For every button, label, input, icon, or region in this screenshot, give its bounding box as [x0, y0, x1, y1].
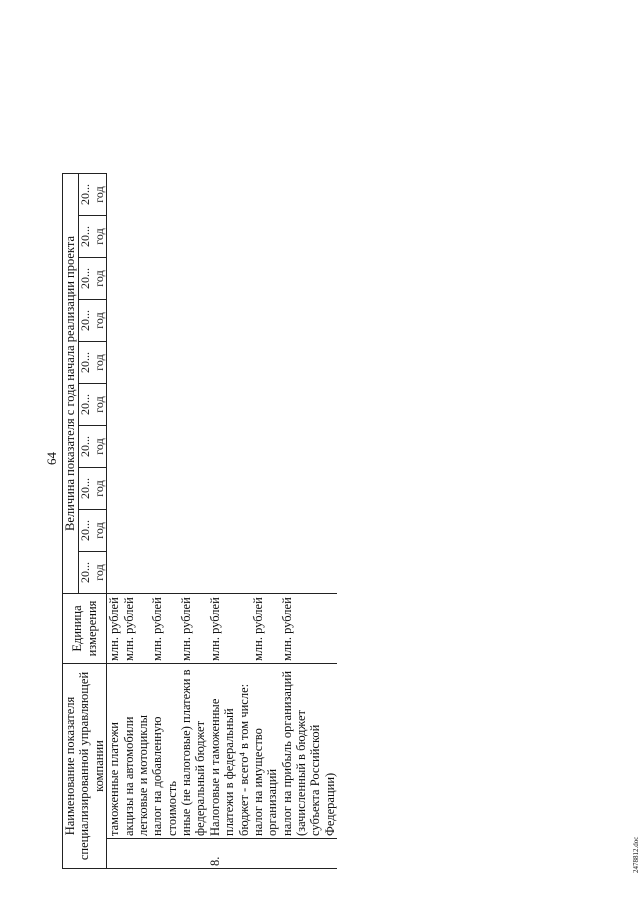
header-year-2: 20... год	[79, 510, 107, 552]
header-values-group: Величина показателя с года начала реализации проекта	[63, 174, 79, 594]
row-year-value-cell	[280, 468, 338, 510]
row-year-value-cell	[179, 552, 208, 594]
row-year-value-cell	[280, 510, 338, 552]
row-year-value-cell	[179, 510, 208, 552]
row-year-value-cell	[150, 216, 179, 258]
row-year-value-cell	[122, 510, 151, 552]
row-unit: млн. рублей	[251, 594, 280, 664]
row-indicator-name: налог на прибыль организаций (зачисленный в бюджет субъекта Российской Федерации)	[280, 664, 338, 839]
row-year-value-cell	[179, 384, 208, 426]
row-year-value-cell	[107, 258, 122, 300]
row-year-value-cell	[280, 384, 338, 426]
row-year-value-cell	[280, 426, 338, 468]
row-year-value-cell	[107, 426, 122, 468]
row-year-value-cell	[251, 552, 280, 594]
row-number	[251, 839, 280, 869]
row-indicator-name: иные (не налоговые) платежи в федеральный бюджет	[179, 664, 208, 839]
header-year-9: 20... год	[79, 216, 107, 258]
row-year-value-cell	[150, 258, 179, 300]
header-name-column: Наименование показателя специализированной управляющей компании	[63, 664, 107, 869]
row-number	[280, 839, 338, 869]
row-year-value-cell	[107, 300, 122, 342]
header-year-1: 20... год	[79, 552, 107, 594]
row-year-value-cell	[280, 300, 338, 342]
table-row	[150, 174, 179, 869]
header-year-3: 20... год	[79, 468, 107, 510]
row-year-value-cell	[150, 510, 179, 552]
row-unit: млн. рублей	[179, 594, 208, 664]
row-unit: млн. рублей	[150, 594, 179, 664]
row-year-value-cell	[122, 426, 151, 468]
row-number	[150, 839, 179, 869]
row-year-value-cell	[150, 300, 179, 342]
row-year-value-cell	[122, 552, 151, 594]
row-year-value-cell	[208, 552, 251, 594]
row-year-value-cell	[122, 174, 151, 216]
indicator-table	[62, 173, 337, 869]
row-year-value-cell	[208, 510, 251, 552]
row-year-value-cell	[107, 216, 122, 258]
header-year-5: 20... год	[79, 384, 107, 426]
row-year-value-cell	[208, 174, 251, 216]
row-year-value-cell	[179, 300, 208, 342]
row-year-value-cell	[208, 300, 251, 342]
header-year-6: 20... год	[79, 342, 107, 384]
row-year-value-cell	[280, 174, 338, 216]
row-year-value-cell	[179, 468, 208, 510]
table-row	[208, 174, 251, 869]
row-year-value-cell	[122, 216, 151, 258]
row-year-value-cell	[107, 342, 122, 384]
table-body	[107, 174, 338, 869]
footer-filename: 2478812.doc	[632, 836, 640, 873]
row-year-value-cell	[280, 216, 338, 258]
table-row	[122, 174, 151, 869]
row-year-value-cell	[122, 468, 151, 510]
table-row	[251, 174, 280, 869]
row-year-value-cell	[122, 258, 151, 300]
row-indicator-name: налог на имущество организаций	[251, 664, 280, 839]
row-year-value-cell	[179, 174, 208, 216]
row-year-value-cell	[150, 552, 179, 594]
row-unit: млн. рублей	[122, 594, 151, 664]
row-year-value-cell	[107, 468, 122, 510]
row-year-value-cell	[280, 342, 338, 384]
row-year-value-cell	[208, 384, 251, 426]
row-year-value-cell	[208, 468, 251, 510]
table-row	[107, 174, 122, 869]
row-year-value-cell	[208, 258, 251, 300]
row-year-value-cell	[208, 216, 251, 258]
header-year-7: 20... год	[79, 300, 107, 342]
header-year-4: 20... год	[79, 426, 107, 468]
row-year-value-cell	[251, 342, 280, 384]
row-year-value-cell	[122, 384, 151, 426]
row-year-value-cell	[150, 174, 179, 216]
row-number	[179, 839, 208, 869]
row-number	[122, 839, 151, 869]
row-year-value-cell	[251, 258, 280, 300]
row-indicator-name: Налоговые и таможенные платежи в федеральный бюджет - всего⁴ в том числе:	[208, 664, 251, 839]
row-year-value-cell	[150, 342, 179, 384]
header-year-8: 20... год	[79, 258, 107, 300]
table-row	[280, 174, 338, 869]
header-year-10: 20... год	[79, 174, 107, 216]
row-year-value-cell	[251, 384, 280, 426]
row-year-value-cell	[150, 384, 179, 426]
row-year-value-cell	[280, 258, 338, 300]
header-unit-column: Единица измерения	[63, 594, 107, 664]
row-year-value-cell	[179, 216, 208, 258]
page-number: 64	[44, 452, 59, 465]
row-unit: млн. рублей	[107, 594, 122, 664]
row-year-value-cell	[150, 468, 179, 510]
row-year-value-cell	[179, 258, 208, 300]
row-year-value-cell	[107, 174, 122, 216]
row-year-value-cell	[251, 468, 280, 510]
row-year-value-cell	[208, 342, 251, 384]
row-year-value-cell	[208, 426, 251, 468]
row-year-value-cell	[251, 216, 280, 258]
row-indicator-name: налог на добавленную стоимость	[150, 664, 179, 839]
row-year-value-cell	[107, 510, 122, 552]
row-year-value-cell	[251, 510, 280, 552]
row-year-value-cell	[150, 426, 179, 468]
row-indicator-name: таможенные платежи	[107, 664, 122, 839]
row-indicator-name: акцизы на автомобили легковые и мотоциклы	[122, 664, 151, 839]
row-year-value-cell	[179, 342, 208, 384]
row-year-value-cell	[251, 174, 280, 216]
row-year-value-cell	[107, 552, 122, 594]
table-row	[179, 174, 208, 869]
row-number	[107, 839, 122, 869]
row-unit: млн. рублей	[208, 594, 251, 664]
row-year-value-cell	[122, 300, 151, 342]
row-year-value-cell	[251, 426, 280, 468]
row-year-value-cell	[179, 426, 208, 468]
row-year-value-cell	[122, 342, 151, 384]
row-unit: млн. рублей	[280, 594, 338, 664]
row-year-value-cell	[251, 300, 280, 342]
row-number: 8.	[208, 839, 251, 869]
row-year-value-cell	[280, 552, 338, 594]
row-year-value-cell	[107, 384, 122, 426]
